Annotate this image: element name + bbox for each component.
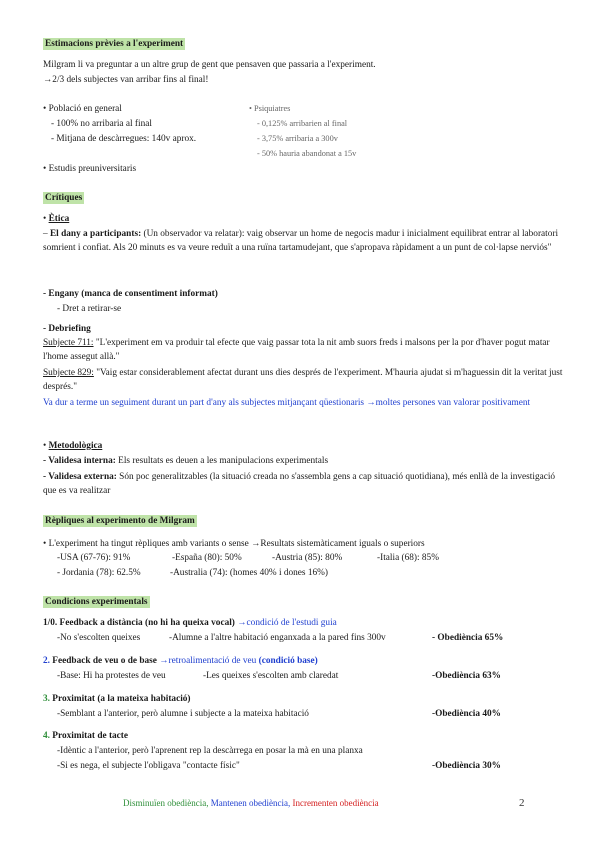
section-heading-estimacions: Estimacions prèvies a l'experiment xyxy=(45,39,184,49)
condicio-2-line-a: -Base: Hi ha protestes de veu xyxy=(57,671,166,681)
subjecte-711-quote xyxy=(43,336,563,364)
metodologica-heading xyxy=(43,440,102,452)
condicio-3-line: -Semblant a l'anterior, però alumne i subjecte a la mateixa habitació xyxy=(57,709,309,719)
condicio-4-title xyxy=(43,730,128,742)
condicio-2-obediencia: -Obediència 63% xyxy=(432,671,501,681)
condicio-3-number: 3. xyxy=(43,694,50,704)
condicio-1-number: 1/0. xyxy=(43,618,58,628)
condicio-3-label: Proximitat (a la mateixa habitació) xyxy=(49,694,191,704)
replica-jordania: - Jordania (78): 62.5% xyxy=(57,568,141,578)
intro-line-1: Milgram li va preguntar a un altre grup de gent que pensaven que passaria a l'experiment. xyxy=(43,60,376,70)
condicio-4-line-1: -Idèntic a l'anterior, però l'aprenent rep la descàrrega en posar la mà en una planxa xyxy=(57,746,363,756)
dash: – xyxy=(43,229,50,239)
psiquiatres-title: • Psiquiatres xyxy=(249,104,291,113)
psiquiatres-item-1: - 0,125% arribarien al final xyxy=(257,119,348,128)
etica-title: Ètica xyxy=(48,214,70,224)
section-heading-repliques: Rèpliques al experimento de Milgram xyxy=(45,516,195,526)
condicio-2-line-b: -Les queixes s'escolten amb claredat xyxy=(203,671,339,681)
replica-australia: -Australia (74): (homes 40% i dones 16%) xyxy=(170,568,329,578)
subjecte-829-text: "Vaig estar considerablement afectat durant uns dies després de l'experiment. M'hauria ajudat si m'haguessin dit la veritat just després." xyxy=(43,368,563,392)
legend-disminueixen: Disminuïen obediència, xyxy=(123,798,209,808)
validesa-interna-label: - Validesa interna: xyxy=(43,456,116,466)
section-heading-condicions: Condicions experimentals xyxy=(45,597,148,607)
subjecte-829-quote xyxy=(43,366,563,394)
condicio-4-label: Proximitat de tacte xyxy=(49,731,129,741)
validesa-interna xyxy=(43,455,328,467)
replica-italia: -Italia (68): 85% xyxy=(377,553,439,563)
validesa-externa-text: Són poc generalitzables (la situació creada no s'assembla gens a cap situació quotidiana), més enllà de la investigació que es va realitzar xyxy=(43,472,556,496)
condicio-1-label: Feedback a distància (no hi ha queixa vocal) xyxy=(57,618,235,628)
seguiment-note: Va dur a terme un seguiment durant un part d'any als subjectes mitjançant qüestionaris →moltes persones van valorar positivament xyxy=(43,398,531,408)
page-number: 2 xyxy=(519,797,525,809)
condicio-2-label: Feedback de veu o de base xyxy=(49,656,157,666)
dany-text: (Un observador va relatar): vaig observar un home de negocis madur i inicialment equilibrat entrar al laboratori somrient i confiat. Als 20 minuts es va veure reduït a una ruïna tartamudejant, que s'apropava ràpidament a un punt de col·lapse nerviós" xyxy=(43,229,559,253)
metodologica-title: Metodològica xyxy=(48,441,103,451)
validesa-interna-text: Els resultats es deuen a les manipulacions experimentals xyxy=(115,456,329,466)
section-heading-critiques: Crítiques xyxy=(45,193,83,203)
condicio-4-line-2: -Si es nega, el subjecte l'obligava "contacte físic" xyxy=(57,761,240,771)
validesa-externa xyxy=(43,470,563,498)
condicio-1-title xyxy=(43,617,337,629)
legend-incrementen: Incrementen obediència xyxy=(290,798,379,808)
repliques-intro: • L'experiment ha tingut rèpliques amb variants o sense →Resultats sistemàticament iguals o superiors xyxy=(43,539,425,549)
condicio-2-title xyxy=(43,655,318,667)
poblacio-title: • Població en general xyxy=(43,104,122,114)
bullet: • xyxy=(43,214,49,224)
condicio-1-line-b: -Alumne a l'altre habitació enganxada a la pared fins 300v xyxy=(169,633,386,643)
condicio-1-obediencia: - Obediència 65% xyxy=(432,633,504,643)
subjecte-711-text: "L'experiment em va produir tal efecte que vaig passar tota la nit amb suors freds i malsons per la por d'haver pogut matar l'home assegut allà." xyxy=(43,338,550,362)
condicio-2-note: →retroalimentació de veu xyxy=(156,656,259,666)
etica-heading xyxy=(43,213,69,225)
engany-item-1: - Dret a retirar-se xyxy=(57,304,122,314)
subjecte-829-label: Subjecte 829: xyxy=(43,368,94,378)
condicio-4-obediencia: -Obediència 30% xyxy=(432,761,501,771)
condicio-2-base: (condició base) xyxy=(258,656,318,666)
bullet: • xyxy=(43,441,49,451)
replica-austria: -Austria (85): 80% xyxy=(272,553,343,563)
condicio-3-obediencia: -Obediència 40% xyxy=(432,709,501,719)
condicio-2-number: 2. xyxy=(43,656,50,666)
condicio-1-line-a: -No s'escolten queixes xyxy=(57,633,141,643)
condicio-4-number: 4. xyxy=(43,731,50,741)
replica-espana: -España (80): 50% xyxy=(172,553,242,563)
footer-legend xyxy=(123,797,379,809)
psiquiatres-item-3: - 50% hauria abandonat a 15v xyxy=(257,149,357,158)
estudis-preuniversitaris: • Estudis preuniversitaris xyxy=(43,164,137,174)
dany-paragraph xyxy=(43,228,563,255)
psiquiatres-item-2: - 3,75% arribaria a 300v xyxy=(257,134,338,143)
engany-title: - Engany (manca de consentiment informat) xyxy=(43,289,218,299)
dany-label: El dany a participants: xyxy=(49,229,142,239)
debriefing-title: - Debriefing xyxy=(43,324,91,334)
subjecte-711-label: Subjecte 711: xyxy=(43,338,94,348)
legend-mantenen: Mantenen obediència, xyxy=(208,798,291,808)
condicio-3-title xyxy=(43,693,191,705)
poblacio-item-1: - 100% no arribaria al final xyxy=(51,119,152,129)
replica-usa: -USA (67-76): 91% xyxy=(57,553,131,563)
condicio-1-note: →condició de l'estudi guia xyxy=(234,618,337,628)
poblacio-item-2: - Mitjana de descàrregues: 140v aprox. xyxy=(51,134,197,144)
validesa-externa-label: - Validesa externa: xyxy=(43,472,117,482)
intro-line-2: →2/3 dels subjectes van arribar fins al final! xyxy=(43,75,209,85)
